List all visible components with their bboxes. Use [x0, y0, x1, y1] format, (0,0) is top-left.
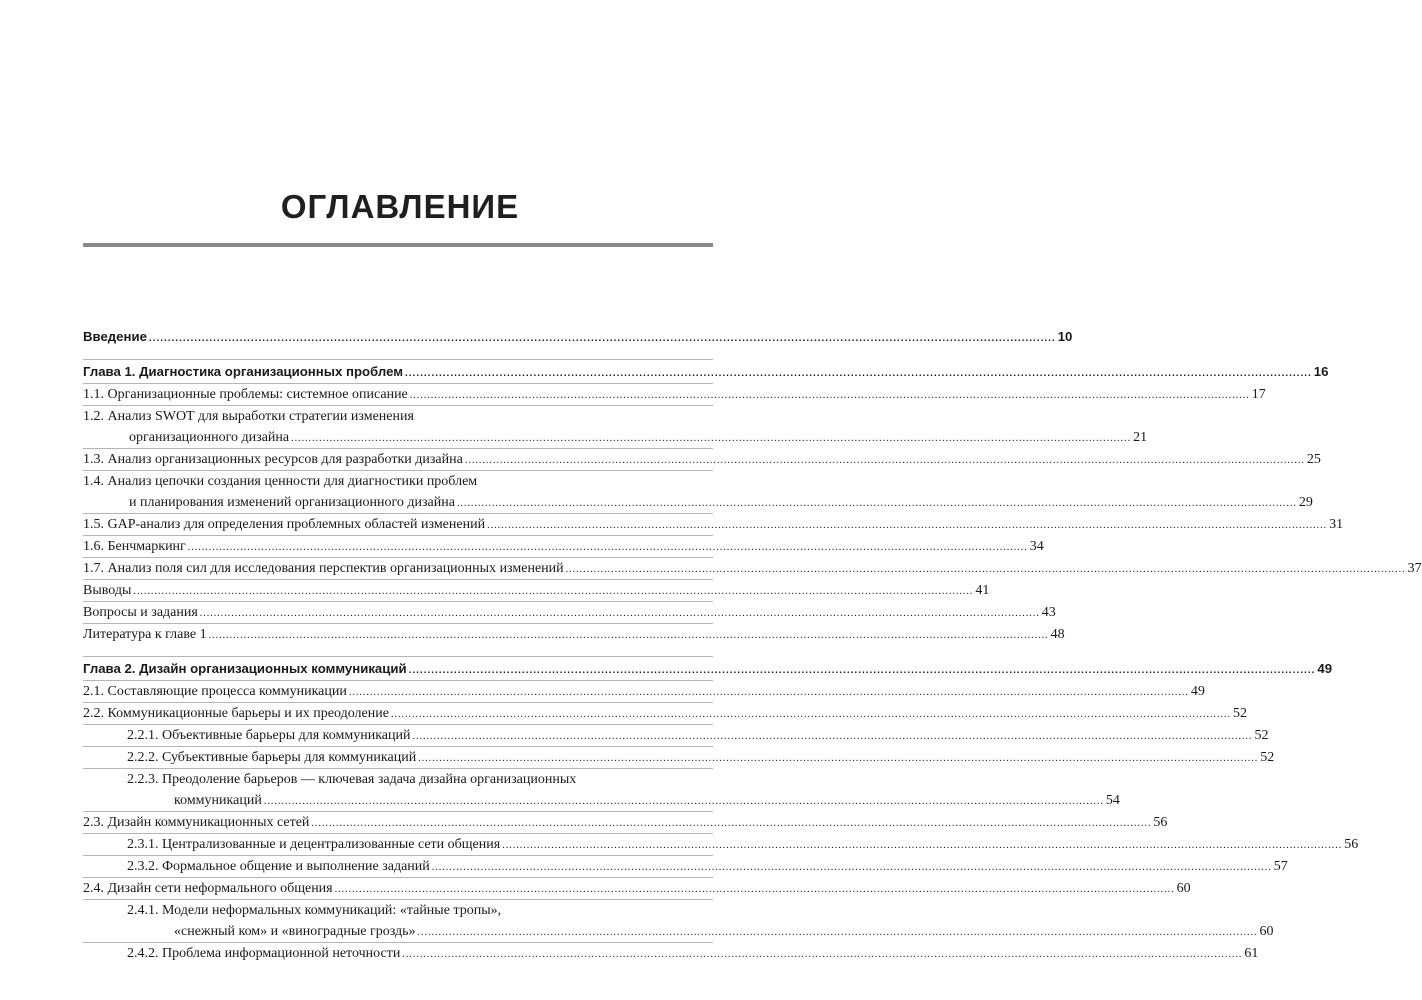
- dot-leader: [349, 681, 1189, 703]
- toc-entry-title: 2.4.2. Проблема информационной неточности: [127, 946, 401, 961]
- dot-leader: [149, 326, 1056, 349]
- toc-entry-title: 1.4. Анализ цепочки создания ценности для диагностики проблем: [83, 474, 478, 489]
- toc-page-number: 17: [1251, 387, 1266, 402]
- toc-page-number: 21: [1133, 430, 1148, 445]
- toc-entry-title-continued: коммуникаций: [174, 793, 262, 808]
- toc-page-number: 34: [1029, 539, 1044, 554]
- toc-entry-title-continued: и планирования изменений организационного дизайна: [129, 495, 455, 510]
- toc-page-number: 48: [1050, 627, 1065, 642]
- dot-leader: [432, 856, 1272, 878]
- toc-page-number: 41: [975, 583, 990, 598]
- toc-entry[interactable]: [83, 384, 1266, 406]
- title-divider: [83, 243, 713, 247]
- toc-page-number: 61: [1244, 946, 1259, 961]
- toc-entry-title: 2.4.1. Модели неформальных коммуникаций: «тайные тропы»,: [127, 903, 502, 918]
- toc-entry[interactable]: [83, 406, 1148, 449]
- toc-page-number: 60: [1259, 924, 1274, 939]
- toc-entry[interactable]: [83, 449, 1321, 471]
- toc-chapter-heading[interactable]: [83, 657, 1333, 681]
- toc-chapter-group: [83, 359, 1422, 645]
- dot-leader: [291, 427, 1131, 449]
- toc-page-number: 10: [1057, 329, 1073, 344]
- toc-entry[interactable]: [83, 681, 1205, 703]
- toc-page-number: 31: [1329, 517, 1344, 532]
- dot-leader: [264, 790, 1104, 812]
- toc-entry-title: Литература к главе 1: [83, 627, 207, 642]
- dot-leader: [311, 812, 1151, 834]
- toc-entry-title: 2.1. Составляющие процесса коммуникации: [83, 684, 347, 699]
- toc-entry-title: 1.2. Анализ SWOT для выработки стратегии изменения: [83, 409, 414, 424]
- toc-entry[interactable]: [83, 703, 1247, 725]
- toc-chapter-heading[interactable]: [83, 325, 1073, 348]
- toc-entry-title: 1.6. Бенчмаркинг: [83, 539, 186, 554]
- toc-entry-title: 1.5. GAP-анализ для определения проблемных областей изменений: [83, 517, 486, 532]
- toc-page-number: 54: [1105, 793, 1120, 808]
- dot-leader: [410, 384, 1250, 406]
- toc-entry[interactable]: [83, 943, 1259, 964]
- toc-page-number: 52: [1260, 750, 1275, 765]
- toc-page-number: 56: [1153, 815, 1168, 830]
- toc-entry[interactable]: [83, 812, 1168, 834]
- dot-leader: [391, 703, 1231, 725]
- toc-chapter-group: [83, 656, 1359, 964]
- dot-leader: [402, 943, 1242, 965]
- toc-page-number: 57: [1273, 859, 1288, 874]
- toc-entry-title: 1.1. Организационные проблемы: системное описание: [83, 387, 408, 402]
- dot-leader: [465, 449, 1305, 471]
- dot-leader: [409, 658, 1316, 681]
- toc-entry-title-continued: «снежный ком» и «виноградные гроздь»: [174, 924, 416, 939]
- dot-leader: [413, 725, 1253, 747]
- toc-entry-title: 1.7. Анализ поля сил для исследования перспектив организационных изменений: [83, 561, 564, 576]
- dot-leader: [405, 361, 1312, 384]
- toc-entry[interactable]: [83, 471, 1313, 514]
- toc-entry[interactable]: [83, 514, 1344, 536]
- toc-page-number: 25: [1306, 452, 1321, 467]
- toc-entry[interactable]: [83, 602, 1056, 624]
- toc-entry-title: 2.2.3. Преодоление барьеров — ключевая задача дизайна организационных: [127, 772, 577, 787]
- toc-entry-title: 2.2.2. Субъективные барьеры для коммуникаций: [127, 750, 417, 765]
- toc-page-number: 37: [1407, 561, 1422, 576]
- toc-entry-title: Выводы: [83, 583, 132, 598]
- toc-entry-title: 2.3. Дизайн коммуникационных сетей: [83, 815, 310, 830]
- toc-page-number: 56: [1344, 837, 1359, 852]
- toc-entry-title: Вопросы и задания: [83, 605, 198, 620]
- table-of-contents: [83, 325, 1422, 964]
- toc-page-number: 29: [1298, 495, 1313, 510]
- toc-chapter-heading[interactable]: [83, 360, 1329, 384]
- toc-entry[interactable]: [83, 747, 1275, 769]
- page-title: ОГЛАВЛЕНИЕ: [280, 188, 520, 225]
- toc-page-number: 16: [1313, 364, 1329, 379]
- toc-entry[interactable]: [83, 536, 1044, 558]
- dot-leader: [418, 747, 1258, 769]
- dot-leader: [133, 580, 973, 602]
- toc-entry-title-continued: организационного дизайна: [129, 430, 290, 445]
- dot-leader: [200, 602, 1040, 624]
- toc-chapter-group: [83, 325, 1073, 348]
- toc-entry[interactable]: [83, 769, 1120, 812]
- toc-entry-title: 2.4. Дизайн сети неформального общения: [83, 881, 333, 896]
- toc-entry-title: Глава 2. Дизайн организационных коммуникаций: [83, 661, 407, 676]
- toc-page-number: 52: [1232, 706, 1247, 721]
- dot-leader: [457, 492, 1297, 514]
- toc-entry[interactable]: [83, 856, 1288, 878]
- toc-entry-title: 2.2. Коммуникационные барьеры и их преодоление: [83, 706, 389, 721]
- toc-entry-title: 2.3.2. Формальное общение и выполнение заданий: [127, 859, 430, 874]
- dot-leader: [209, 624, 1049, 646]
- toc-entry[interactable]: [83, 900, 1274, 943]
- toc-page-number: 43: [1041, 605, 1056, 620]
- toc-entry[interactable]: [83, 580, 990, 602]
- dot-leader: [566, 558, 1406, 580]
- dot-leader: [487, 514, 1327, 536]
- dot-leader: [417, 921, 1257, 943]
- toc-entry[interactable]: [83, 725, 1269, 747]
- dot-leader: [188, 536, 1028, 558]
- toc-page-number: 49: [1190, 684, 1205, 699]
- toc-entry-title: 2.2.1. Объективные барьеры для коммуникаций: [127, 728, 411, 743]
- toc-entry-title: 2.3.1. Централизованные и децентрализованные сети общения: [127, 837, 501, 852]
- toc-page-number: 49: [1317, 661, 1333, 676]
- toc-entry[interactable]: [83, 558, 1422, 580]
- dot-leader: [502, 834, 1342, 856]
- toc-entry[interactable]: [83, 834, 1359, 856]
- toc-entry[interactable]: [83, 878, 1191, 900]
- toc-page-number: 52: [1254, 728, 1269, 743]
- dot-leader: [335, 878, 1175, 900]
- toc-entry[interactable]: [83, 624, 1065, 645]
- toc-entry-title: Введение: [83, 329, 147, 344]
- toc-entry-title: Глава 1. Диагностика организационных проблем: [83, 364, 403, 379]
- toc-page-number: 60: [1176, 881, 1191, 896]
- toc-entry-title: 1.3. Анализ организационных ресурсов для разработки дизайна: [83, 452, 463, 467]
